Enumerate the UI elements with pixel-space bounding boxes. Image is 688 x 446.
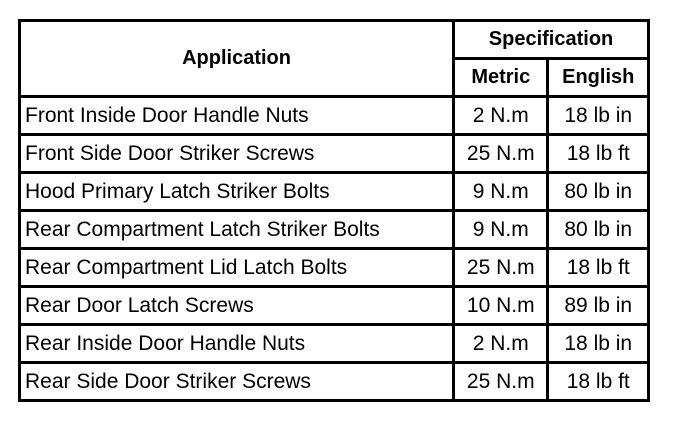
table-row — [20, 249, 649, 287]
english-cell: 18 lb in — [548, 325, 649, 363]
table-row — [20, 97, 649, 135]
english-cell: 18 lb ft — [548, 135, 649, 173]
application-cell: Rear Compartment Lid Latch Bolts — [20, 249, 454, 287]
application-cell: Hood Primary Latch Striker Bolts — [20, 173, 454, 211]
metric-cell: 2 N.m — [454, 325, 548, 363]
application-cell: Front Side Door Striker Screws — [20, 135, 454, 173]
application-cell: Rear Compartment Latch Striker Bolts — [20, 211, 454, 249]
table-row — [20, 287, 649, 325]
table-body — [20, 97, 649, 401]
english-cell: 80 lb in — [548, 211, 649, 249]
english-header: English — [548, 59, 649, 97]
application-header: Application — [20, 21, 454, 97]
torque-specification-table — [18, 19, 650, 402]
table-row — [20, 135, 649, 173]
application-cell: Front Inside Door Handle Nuts — [20, 97, 454, 135]
table-row — [20, 173, 649, 211]
metric-cell: 25 N.m — [454, 135, 548, 173]
metric-cell: 25 N.m — [454, 363, 548, 401]
english-cell: 18 lb ft — [548, 249, 649, 287]
application-cell: Rear Inside Door Handle Nuts — [20, 325, 454, 363]
metric-cell: 25 N.m — [454, 249, 548, 287]
english-cell: 80 lb in — [548, 173, 649, 211]
metric-cell: 2 N.m — [454, 97, 548, 135]
application-cell: Rear Door Latch Screws — [20, 287, 454, 325]
english-cell: 89 lb in — [548, 287, 649, 325]
header-row-top — [20, 21, 649, 59]
table-row — [20, 211, 649, 249]
table-row — [20, 363, 649, 401]
specification-header: Specification — [454, 21, 649, 59]
metric-cell: 9 N.m — [454, 173, 548, 211]
metric-cell: 9 N.m — [454, 211, 548, 249]
application-cell: Rear Side Door Striker Screws — [20, 363, 454, 401]
metric-cell: 10 N.m — [454, 287, 548, 325]
english-cell: 18 lb in — [548, 97, 649, 135]
metric-header: Metric — [454, 59, 548, 97]
table-row — [20, 325, 649, 363]
english-cell: 18 lb ft — [548, 363, 649, 401]
